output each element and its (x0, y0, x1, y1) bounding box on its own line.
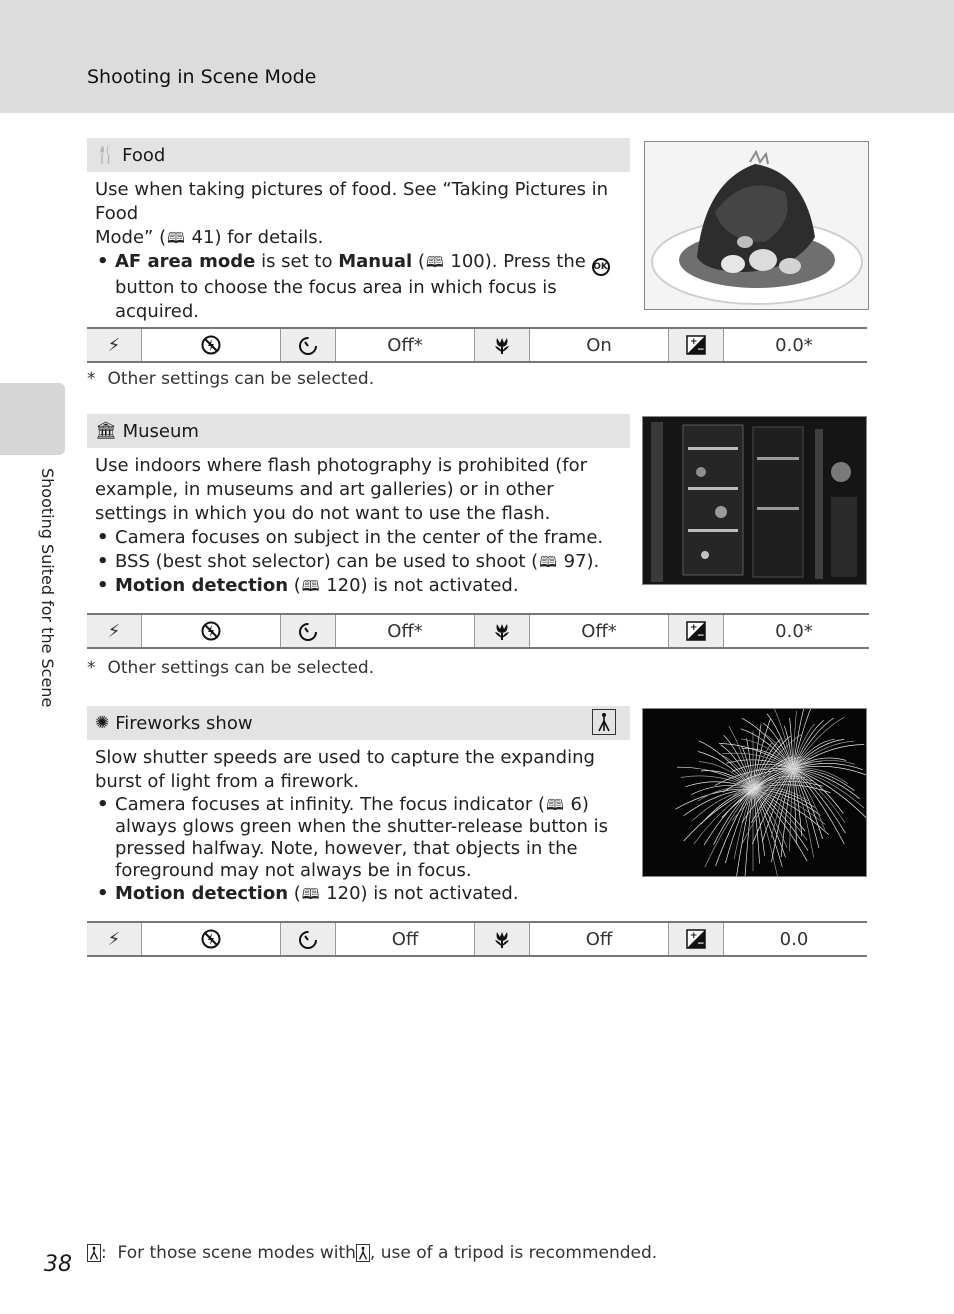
museum-settings-table (87, 613, 869, 649)
page-number: 38 (44, 1252, 72, 1277)
chapter-tab (0, 383, 65, 455)
macro-tulip-icon (475, 615, 530, 647)
fireworks-bullet-focus: • Camera focuses at infinity. The focus indicator (🕮 6) always glows green when the shutter-release button is pressed halfway. Note, however, that objects in the foreground may not always be in focus. (95, 794, 625, 882)
chapter-side-label: Shooting Suited for the Scene (38, 468, 57, 708)
food-intro: Use when taking pictures of food. See “Taking Pictures in Food Mode” (🕮 41) for details. (95, 179, 609, 248)
macro-tulip-icon (475, 923, 530, 955)
header-band (0, 0, 954, 113)
self-timer-icon (281, 615, 336, 647)
tripod-recommendation-note: : For those scene modes with , use of a tripod is recommended. (87, 1243, 657, 1263)
self-timer-icon (281, 329, 336, 361)
food-photo (644, 141, 869, 310)
macro-value: On (530, 329, 669, 361)
macro-tulip-icon (475, 329, 530, 361)
museum-bullet-bss: • BSS (best shot selector) can be used to shoot (🕮 97). (95, 550, 625, 574)
svg-text:+: + (690, 337, 698, 347)
book-reference-icon: 🕮 (301, 885, 320, 903)
museum-display-image (643, 417, 866, 584)
exposure-compensation-icon (669, 329, 724, 361)
fireworks-settings-table (87, 921, 867, 957)
self-timer-value: Off (336, 923, 475, 955)
museum-photo (642, 416, 867, 585)
self-timer-value: Off* (336, 329, 475, 361)
svg-text:+: + (690, 623, 698, 633)
macro-value: Off* (530, 615, 669, 647)
fireworks-icon: ✺ (95, 713, 110, 733)
self-timer-value: Off* (336, 615, 475, 647)
exposure-value: 0.0* (775, 620, 813, 642)
tripod-icon (592, 709, 616, 735)
fireworks-photo (642, 708, 867, 877)
section-museum-body (95, 454, 625, 598)
food-footnote: * Other settings can be selected. (87, 369, 375, 389)
flash-off-icon (142, 615, 281, 647)
food-bullet-af-area: • AF area mode is set to Manual (🕮 100). Press the OK button to choose the focus area in which focus is acquired. (95, 250, 625, 324)
svg-text:−: − (697, 939, 705, 949)
fireworks-bullet-motion: • Motion detection (🕮 120) is not activated. (95, 882, 625, 906)
food-settings-table (87, 327, 867, 363)
exposure-value: 0.0* (775, 334, 813, 356)
flash-off-icon (142, 329, 281, 361)
flash-off-icon (142, 923, 281, 955)
museum-intro: Use indoors where flash photography is prohibited (for example, in museums and art galleries) or in other settings in which you do not want to use the flash. (95, 455, 588, 524)
book-reference-icon: 🕮 (546, 796, 564, 814)
fireworks-intro: Slow shutter speeds are used to capture the expanding burst of light from a firework. (95, 747, 595, 792)
macro-value: Off (530, 923, 669, 955)
book-reference-icon: 🕮 (539, 553, 557, 571)
exposure-compensation-icon (669, 923, 724, 955)
museum-bullet-motion: • Motion detection (🕮 120) is not activated. (95, 574, 625, 598)
tripod-icon (356, 1244, 370, 1262)
section-fireworks-heading (87, 706, 630, 740)
self-timer-icon (281, 923, 336, 955)
museum-bullet-focus: • Camera focuses on subject in the center of the frame. (95, 526, 625, 550)
section-food-heading (87, 138, 630, 172)
section-food-body (95, 178, 625, 324)
ok-button-icon: OK (592, 258, 610, 276)
flash-icon: ⚡ (87, 329, 142, 361)
food-plate-image (645, 142, 868, 309)
exposure-value: 0.0 (779, 928, 809, 950)
section-museum-heading (87, 414, 630, 448)
svg-text:−: − (697, 345, 705, 355)
book-reference-icon: 🕮 (425, 253, 444, 271)
museum-footnote: * Other settings can be selected. (87, 658, 375, 678)
food-fork-knife-icon: 🍴 (95, 145, 117, 165)
fireworks-burst-image (643, 709, 866, 876)
svg-text:−: − (697, 631, 705, 641)
section-museum-title: Museum (122, 420, 199, 442)
book-reference-icon: 🕮 (167, 229, 185, 247)
museum-icon: 🏛 (95, 421, 117, 441)
section-fireworks-body (95, 746, 625, 906)
section-fireworks-title: Fireworks show (115, 712, 253, 734)
flash-icon: ⚡ (87, 923, 142, 955)
page-header-title: Shooting in Scene Mode (87, 66, 317, 88)
tripod-icon (87, 1244, 101, 1262)
section-food-title: Food (122, 144, 166, 166)
book-reference-icon: 🕮 (301, 577, 320, 595)
exposure-compensation-icon (669, 615, 724, 647)
flash-icon: ⚡ (87, 615, 142, 647)
svg-text:+: + (690, 931, 698, 941)
